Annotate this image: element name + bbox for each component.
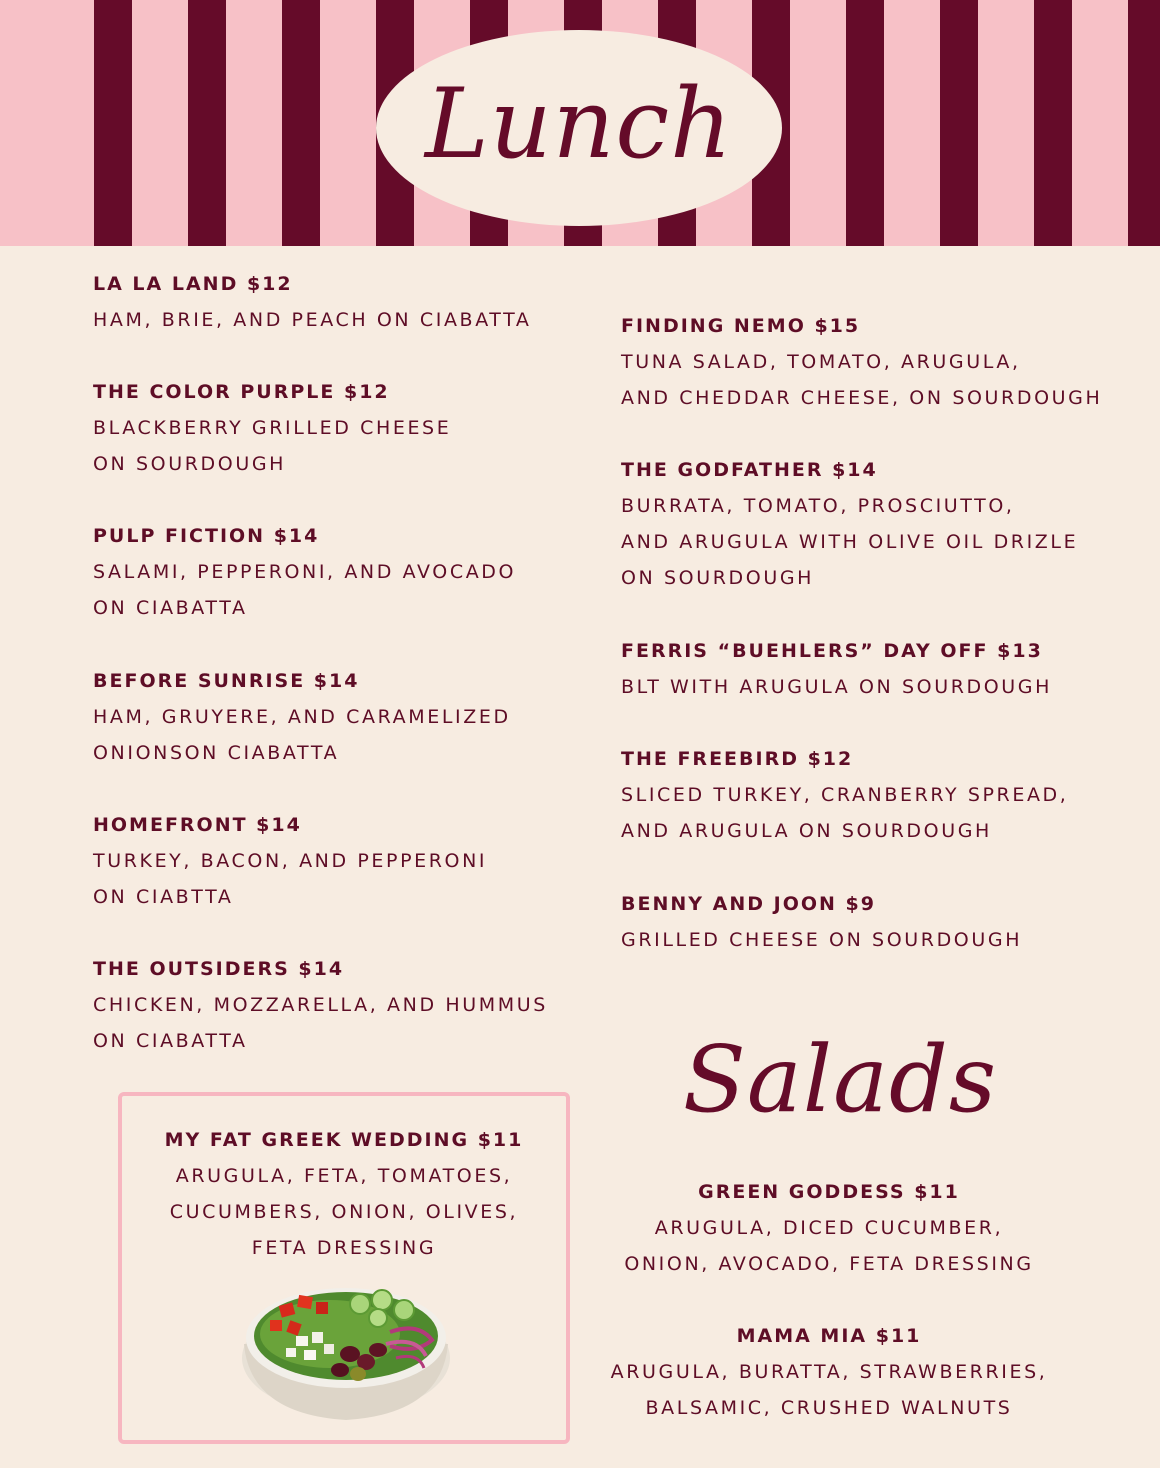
menu-item-godfather xyxy=(621,452,1078,596)
item-desc: AND ARUGULA WITH OLIVE OIL DRIZLE xyxy=(621,531,1079,553)
item-name: THE OUTSIDERS $14 xyxy=(93,958,345,980)
salad-bowl-image xyxy=(240,1274,452,1424)
salads-title: Salads xyxy=(682,1026,998,1133)
item-desc: BALSAMIC, CRUSHED WALNUTS xyxy=(645,1397,1013,1419)
item-name: FINDING NEMO $15 xyxy=(621,315,861,337)
item-desc: ON CIABTTA xyxy=(93,886,234,908)
item-name: LA LA LAND $12 xyxy=(93,273,293,295)
item-desc: ON SOURDOUGH xyxy=(93,453,287,475)
menu-item-finding-nemo xyxy=(621,308,1102,416)
item-name: GREEN GODDESS $11 xyxy=(698,1181,960,1203)
salad-item-mama-mia xyxy=(610,1318,1048,1426)
menu-item-outsiders xyxy=(93,951,548,1059)
item-desc: ON CIABATTA xyxy=(93,1030,248,1052)
menu-item-pulp-fiction xyxy=(93,518,516,626)
item-desc: GRILLED CHEESE ON SOURDOUGH xyxy=(621,929,1023,951)
item-desc: ONION, AVOCADO, FETA DRESSING xyxy=(624,1253,1034,1275)
item-desc: ONIONSON CIABATTA xyxy=(93,742,340,764)
menu-item-before-sunrise xyxy=(93,663,511,771)
salads-heading xyxy=(660,1010,1020,1150)
item-desc: BLT WITH ARUGULA ON SOURDOUGH xyxy=(621,676,1053,698)
item-name: PULP FICTION $14 xyxy=(93,525,320,547)
item-desc: BLACKBERRY GRILLED CHEESE xyxy=(93,417,452,439)
page-title: Lunch xyxy=(425,68,733,180)
item-desc: TURKEY, BACON, AND PEPPERONI xyxy=(93,850,488,872)
item-desc: SLICED TURKEY, CRANBERRY SPREAD, xyxy=(621,784,1069,806)
item-name: THE COLOR PURPLE $12 xyxy=(93,381,390,403)
item-name: THE FREEBIRD $12 xyxy=(621,748,854,770)
featured-item-text xyxy=(122,1122,566,1266)
item-name: MAMA MIA $11 xyxy=(736,1325,922,1347)
item-desc: AND ARUGULA ON SOURDOUGH xyxy=(621,820,992,842)
item-desc: ON CIABATTA xyxy=(93,597,248,619)
item-name: FERRIS “BUEHLERS” DAY OFF $13 xyxy=(621,640,1043,662)
item-name: THE GODFATHER $14 xyxy=(621,459,878,481)
title-oval xyxy=(376,30,782,226)
item-desc: BURRATA, TOMATO, PROSCIUTTO, xyxy=(621,495,1015,517)
item-desc: TUNA SALAD, TOMATO, ARUGULA, xyxy=(621,351,1021,373)
menu-item-homefront xyxy=(93,807,487,915)
item-name: MY FAT GREEK WEDDING $11 xyxy=(164,1129,524,1151)
menu-item-la-la-land xyxy=(93,266,532,338)
item-desc: HAM, BRIE, AND PEACH ON CIABATTA xyxy=(93,309,532,331)
item-desc: SALAMI, PEPPERONI, AND AVOCADO xyxy=(93,561,517,583)
featured-item-box xyxy=(118,1092,570,1444)
item-desc: HAM, GRUYERE, AND CARAMELIZED xyxy=(93,706,511,728)
item-desc: ARUGULA, DICED CUCUMBER, xyxy=(654,1217,1004,1239)
item-name: BENNY AND JOON $9 xyxy=(621,893,876,915)
item-desc: CHICKEN, MOZZARELLA, AND HUMMUS xyxy=(93,994,548,1016)
item-desc: FETA DRESSING xyxy=(251,1237,437,1259)
item-desc: AND CHEDDAR CHEESE, ON SOURDOUGH xyxy=(621,387,1103,409)
item-name: BEFORE SUNRISE $14 xyxy=(93,670,360,692)
striped-header xyxy=(0,0,1160,246)
menu-item-freebird xyxy=(621,741,1068,849)
menu-item-benny-and-joon xyxy=(621,886,1022,958)
salad-bowl-icon xyxy=(240,1274,452,1424)
menu-item-ferris-buehler xyxy=(621,633,1052,705)
item-desc: ARUGULA, FETA, TOMATOES, xyxy=(175,1165,513,1187)
salad-item-green-goddess xyxy=(610,1174,1048,1282)
menu-item-color-purple xyxy=(93,374,451,482)
item-desc: ARUGULA, BURATTA, STRAWBERRIES, xyxy=(610,1361,1048,1383)
item-desc: CUCUMBERS, ONION, OLIVES, xyxy=(169,1201,519,1223)
item-name: HOMEFRONT $14 xyxy=(93,814,302,836)
item-desc: ON SOURDOUGH xyxy=(621,567,815,589)
